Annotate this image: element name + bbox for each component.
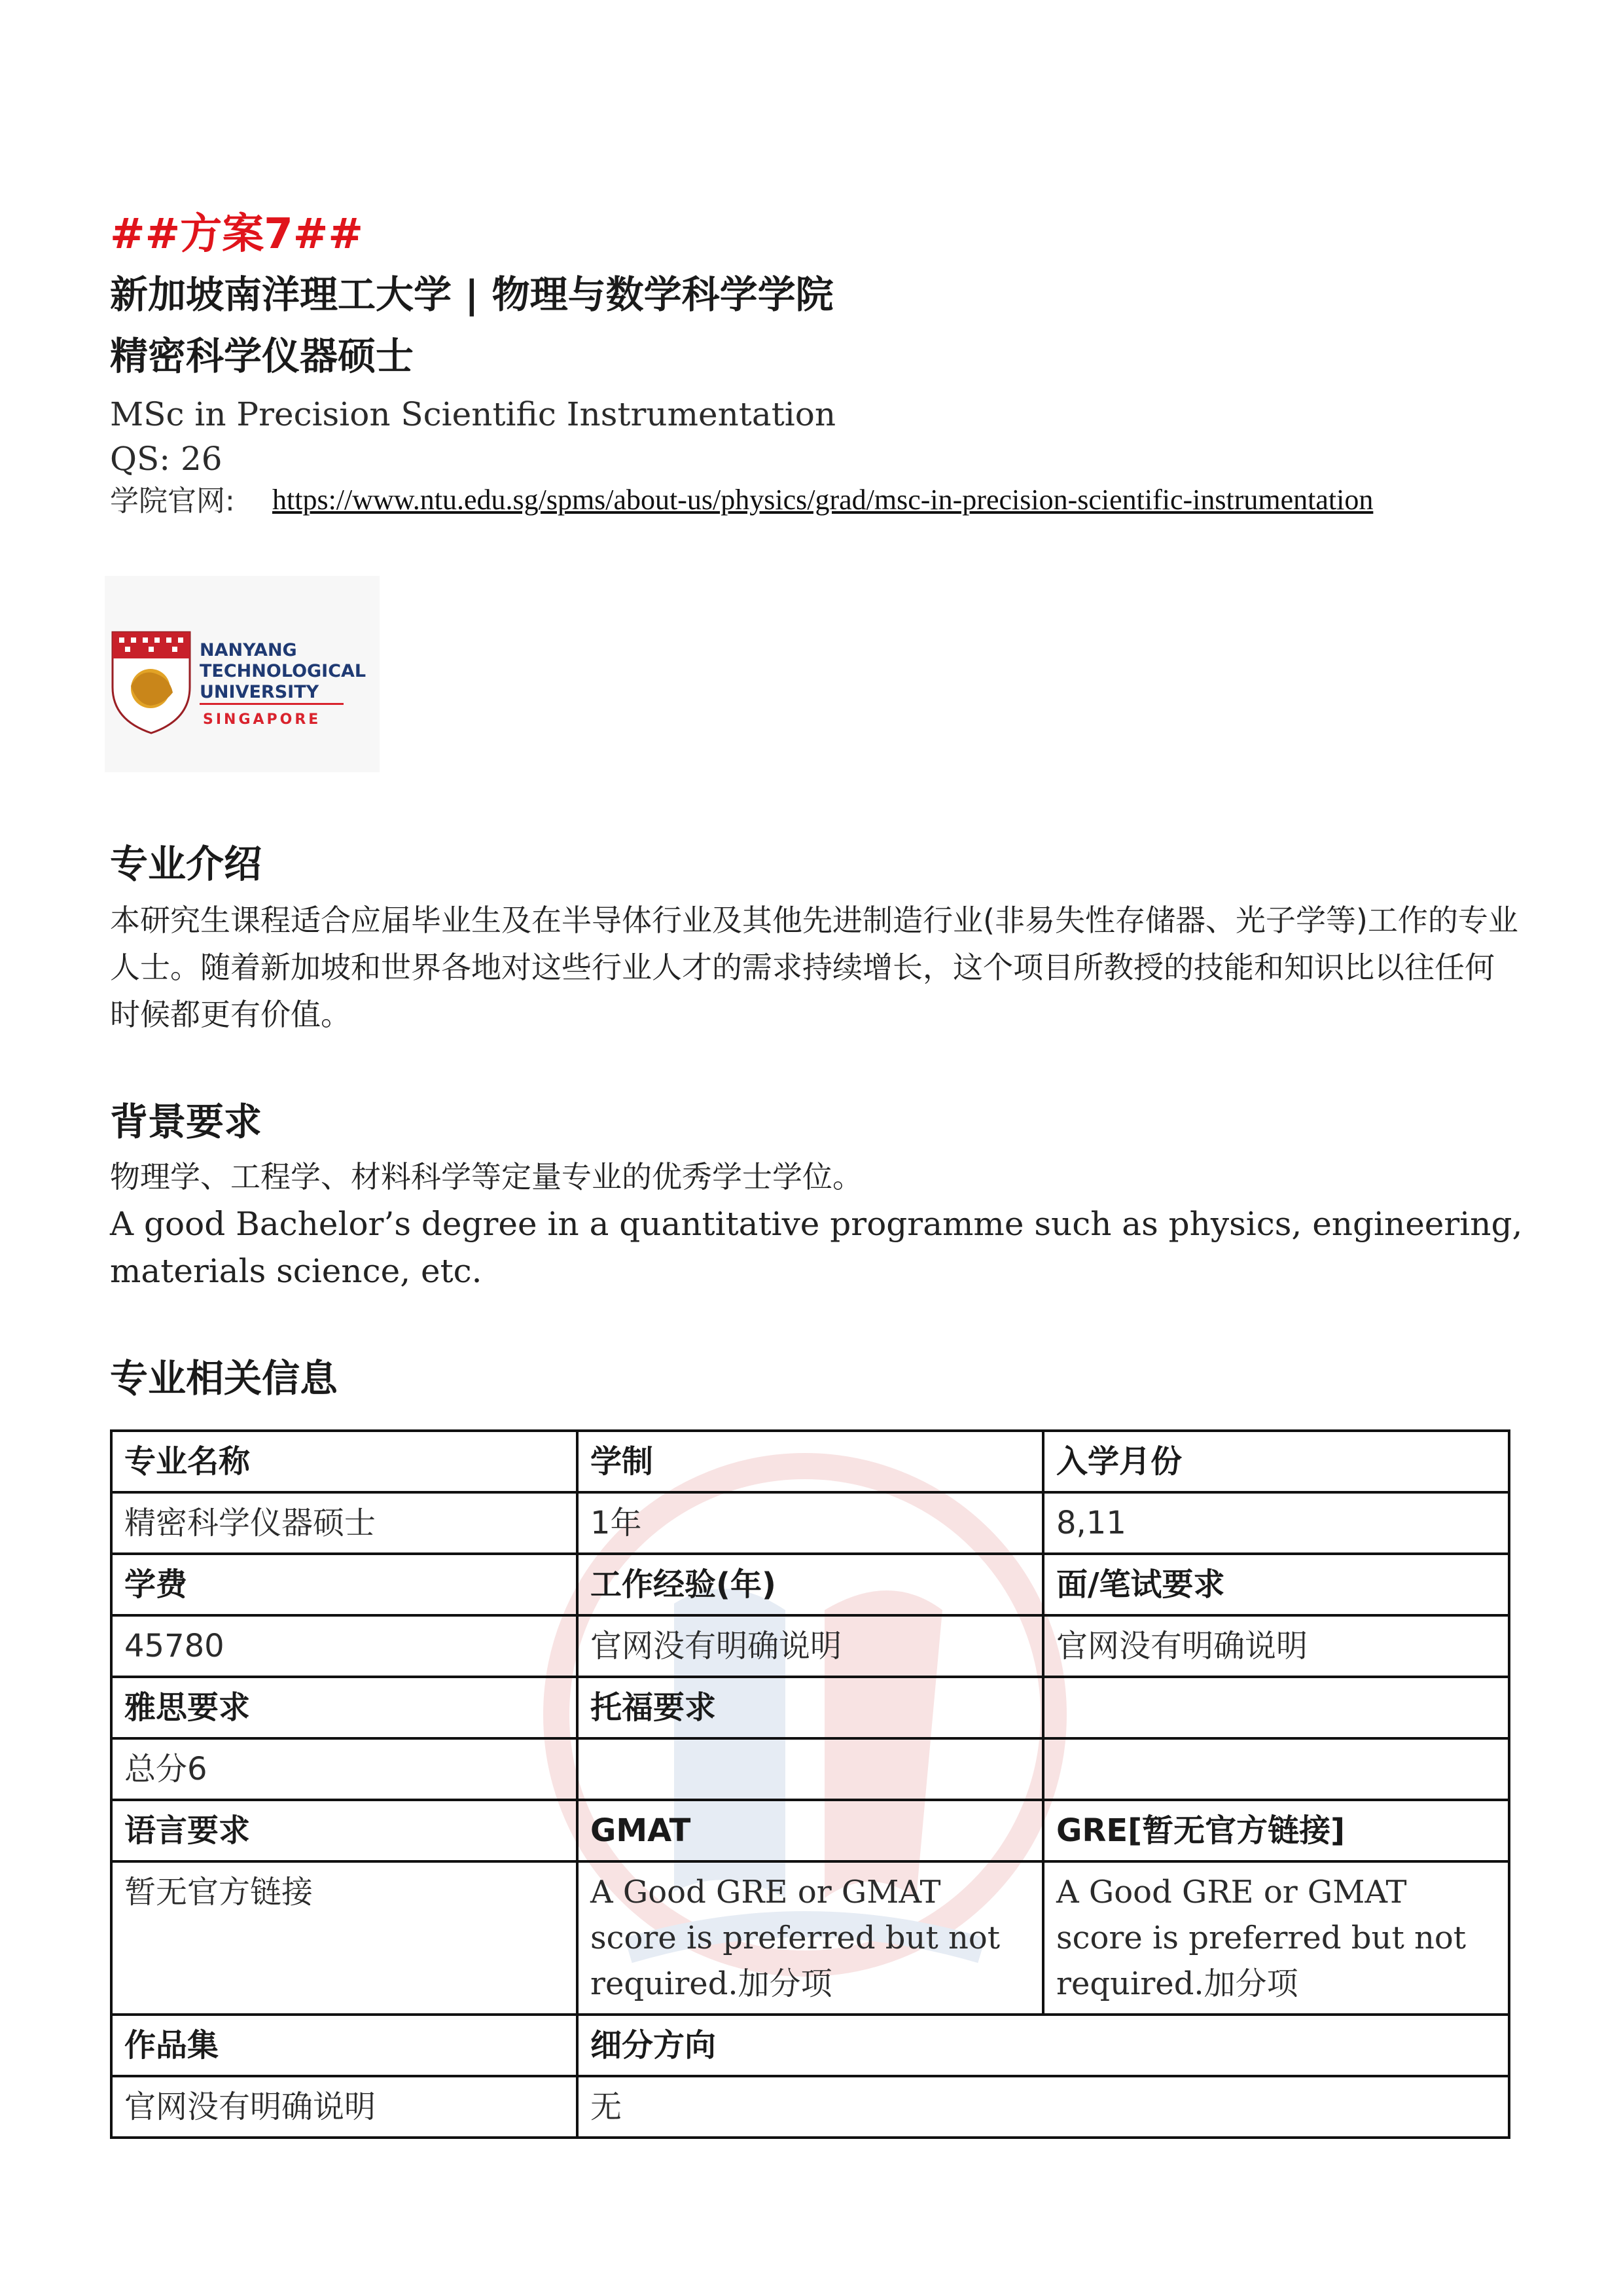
- cell-gmat: A Good GRE or GMAT score is preferred but not required.加分项: [577, 1861, 1043, 2015]
- cell-toefl: [577, 1738, 1043, 1800]
- cell-header-gmat: GMAT: [577, 1800, 1043, 1861]
- cell-header-language: 语言要求: [111, 1800, 577, 1861]
- logo-line2: TECHNOLOGICAL: [200, 661, 366, 681]
- cell-major: 精密科学仪器硕士: [111, 1492, 577, 1554]
- cell-header-blank: [1043, 1677, 1509, 1738]
- cell-blank: [1043, 1738, 1509, 1800]
- cell-header-gre: GRE[暂无官方链接]: [1043, 1800, 1509, 1861]
- cell-gre: A Good GRE or GMAT score is preferred but not required.加分项: [1043, 1861, 1509, 2015]
- intro-heading: 专业介绍: [110, 842, 262, 886]
- background-text-cn: 物理学、工程学、材料科学等定量专业的优秀学士学位。: [110, 1159, 863, 1194]
- cell-intake: 8,11: [1043, 1492, 1509, 1554]
- cell-header-ielts: 雅思要求: [111, 1677, 577, 1738]
- cell-header-intake: 入学月份: [1043, 1431, 1509, 1492]
- program-info-table: [110, 1429, 1510, 2139]
- plan-label: ##方案7##: [110, 210, 364, 259]
- logo-line4: SINGAPORE: [203, 711, 321, 728]
- cell-portfolio: 官网没有明确说明: [111, 2076, 577, 2138]
- cell-header-portfolio: 作品集: [111, 2015, 577, 2076]
- cell-header-toefl: 托福要求: [577, 1677, 1043, 1738]
- cell-header-duration: 学制: [577, 1431, 1043, 1492]
- cell-duration: 1年: [577, 1492, 1043, 1554]
- cell-work: 官网没有明确说明: [577, 1615, 1043, 1677]
- background-heading: 背景要求: [110, 1100, 262, 1144]
- cell-ielts: 总分6: [111, 1738, 577, 1800]
- cell-header-direction: 细分方向: [577, 2015, 1509, 2076]
- university-logo: [105, 576, 380, 772]
- intro-text: 本研究生课程适合应届毕业生及在半导体行业及其他先进制造行业(非易失性存储器、光子学等)工作的专业人士。随着新加坡和世界各地对这些行业人才的需求持续增长，这个项目所教授的技能和知识比以往任何时候都更有价值。: [110, 903, 1518, 1032]
- logo-line3: UNIVERSITY: [200, 682, 319, 702]
- info-heading: 专业相关信息: [110, 1356, 338, 1401]
- cell-header-work: 工作经验(年): [577, 1554, 1043, 1615]
- cell-tuition: 45780: [111, 1615, 577, 1677]
- cell-direction: 无: [577, 2076, 1509, 2138]
- website-link[interactable]: https://www.ntu.edu.sg/spms/about-us/physics/grad/msc-in-precision-scientific-instrumentation: [272, 484, 1374, 516]
- program-title-en: MSc in Precision Scientific Instrumentation: [110, 395, 836, 433]
- website-label: 学院官网:: [110, 484, 235, 518]
- cell-header-interview: 面/笔试要求: [1043, 1554, 1509, 1615]
- cell-header-major: 专业名称: [111, 1431, 577, 1492]
- qs-ranking: QS: 26: [110, 440, 223, 478]
- cell-header-tuition: 学费: [111, 1554, 577, 1615]
- university-title: 新加坡南洋理工大学 | 物理与数学科学学院: [110, 272, 834, 317]
- background-text-en: A good Bachelor’s degree in a quantitative programme such as physics, engineering, materials science, etc.: [110, 1205, 1523, 1290]
- cell-interview: 官网没有明确说明: [1043, 1615, 1509, 1677]
- program-title-cn: 精密科学仪器硕士: [110, 334, 414, 378]
- logo-line1: NANYANG: [200, 640, 297, 660]
- cell-language: 暂无官方链接: [111, 1861, 577, 2015]
